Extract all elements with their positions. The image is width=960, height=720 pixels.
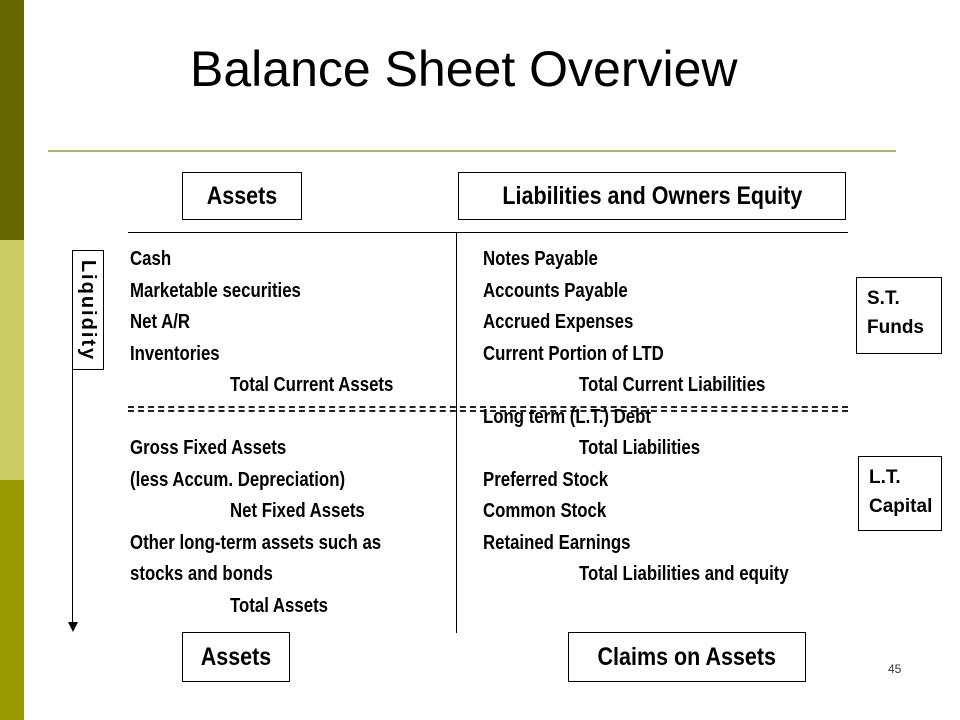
assets-list (130, 244, 429, 622)
liabilities-list (483, 244, 829, 591)
list-item: Long term (L.T.) Debt (483, 405, 651, 428)
list-item: Accrued Expenses (483, 311, 634, 333)
list-item: Inventories (130, 342, 220, 365)
liquidity-label: Liquidity (77, 259, 100, 361)
list-item: Gross Fixed Assets (130, 437, 287, 459)
liabilities-header (458, 172, 846, 220)
st-funds-line2: Funds (867, 317, 924, 338)
list-item: Total Assets (230, 594, 329, 617)
list-item: Total Liabilities and equity (579, 563, 789, 585)
list-item: Marketable securities (130, 279, 301, 302)
accent-bar-top (0, 0, 24, 240)
list-item: Net A/R (130, 311, 191, 333)
claims-footer (568, 632, 806, 682)
lt-capital-line1: L.T. (869, 467, 901, 488)
table-top-line (128, 232, 848, 233)
list-item: Total Liabilities (579, 437, 701, 459)
arrow-down-icon (68, 622, 78, 632)
accent-bar-bottom (0, 480, 24, 720)
claims-footer-label: Claims on Assets (597, 642, 777, 671)
page-number: 45 (888, 662, 902, 676)
list-item: Preferred Stock (483, 468, 609, 491)
st-funds-line1: S.T. (867, 288, 900, 309)
assets-footer (182, 632, 290, 682)
st-funds-box (856, 277, 942, 354)
list-item: Net Fixed Assets (230, 500, 365, 522)
list-item: Other long-term assets such as (130, 531, 382, 554)
liquidity-label-box (72, 250, 104, 370)
title-divider (48, 150, 896, 152)
page-title: Balance Sheet Overview (190, 41, 738, 97)
list-item (130, 402, 429, 434)
list-item: Retained Earnings (483, 531, 631, 554)
liabilities-header-label: Liabilities and Owners Equity (502, 181, 802, 210)
lt-capital-box (858, 456, 942, 531)
list-item: (less Accum. Depreciation) (130, 468, 346, 491)
liquidity-arrow-line (72, 370, 73, 622)
list-item: Current Portion of LTD (483, 342, 664, 365)
list-item: Total Current Assets (230, 374, 394, 396)
list-item: Common Stock (483, 500, 607, 522)
assets-header (182, 172, 302, 220)
list-item: Cash (130, 248, 172, 270)
assets-header-label: Assets (206, 181, 278, 210)
list-item: Accounts Payable (483, 279, 628, 302)
list-item: stocks and bonds (130, 563, 273, 585)
list-item: Total Current Liabilities (579, 374, 766, 396)
assets-footer-label: Assets (200, 642, 272, 671)
lt-capital-line2: Capital (869, 496, 933, 517)
column-divider (456, 233, 457, 633)
accent-bar-middle (0, 240, 24, 480)
list-item: Notes Payable (483, 248, 598, 270)
